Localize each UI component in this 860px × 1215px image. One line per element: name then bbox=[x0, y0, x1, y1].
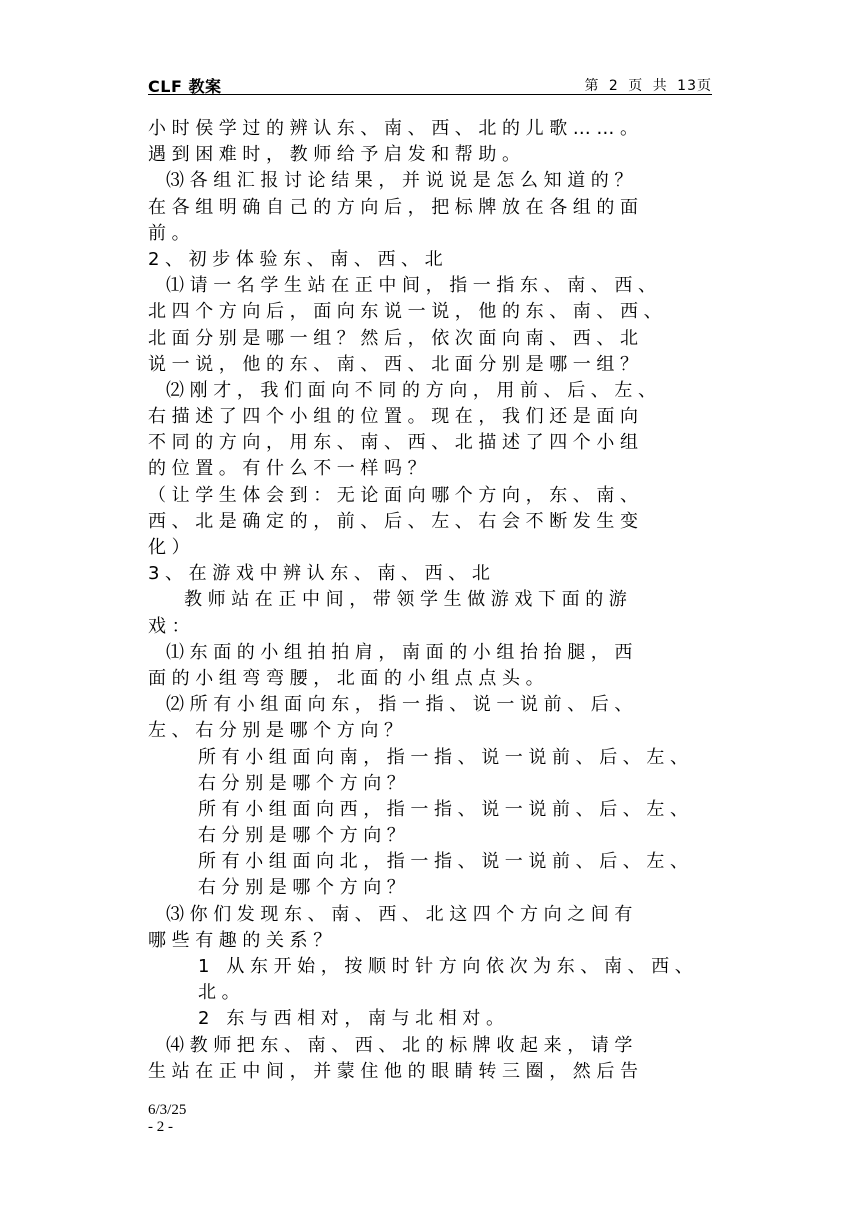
page-header bbox=[148, 72, 712, 95]
text-line: 右分别是哪个方向？ bbox=[198, 825, 411, 847]
doc-title: CLF 教案 bbox=[148, 77, 222, 96]
text-line: 右分别是哪个方向？ bbox=[198, 772, 411, 794]
text-line: 所有小组面向西，指一指、说一说前、后、左、 bbox=[198, 798, 694, 820]
footer-page-number: - 2 - bbox=[148, 1119, 173, 1135]
text-line: 所有小组面向南，指一指、说一说前、后、左、 bbox=[198, 746, 694, 768]
text-line: 1 从东开始，按顺时针方向依次为东、南、西、 bbox=[198, 956, 699, 977]
text-line: 所有小组面向北，指一指、说一说前、后、左、 bbox=[198, 851, 694, 873]
text-line: 北面分别是哪一组？然后，依次面向南、西、北 bbox=[148, 327, 644, 349]
text-line: 面的小组弯弯腰，北面的小组点点头。 bbox=[148, 667, 550, 689]
text-line: ⑵所有小组面向东，指一指、说一说前、后、 bbox=[166, 694, 638, 716]
text-line: ⑶各组汇报讨论结果，并说说是怎么知道的？ bbox=[166, 170, 638, 192]
text-line: ⑴东面的小组拍拍肩，南面的小组抬抬腿，西 bbox=[166, 641, 638, 663]
text-line: 生站在正中间，并蒙住他的眼睛转三圈，然后告 bbox=[148, 1060, 644, 1082]
text-line: ⑵刚才，我们面向不同的方向，用前、后、左、 bbox=[166, 379, 662, 401]
text-line: 小时侯学过的辨认东、南、西、北的儿歌……。 bbox=[148, 118, 644, 139]
text-line: 北。 bbox=[198, 982, 246, 1004]
text-line: 右描述了四个小组的位置。现在，我们还是面向 bbox=[148, 406, 644, 428]
text-line: 前。 bbox=[148, 222, 196, 244]
text-line: 西、北是确定的，前、后、左、右会不断发生变 bbox=[148, 510, 644, 532]
text-line: 化） bbox=[148, 537, 196, 558]
text-line: 北四个方向后，面向东说一说，他的东、南、西、 bbox=[148, 301, 668, 323]
page-indicator: 第 2 页 共 13页 bbox=[584, 78, 712, 94]
text-line: 遇到困难时，教师给予启发和帮助。 bbox=[148, 144, 526, 166]
text-line: 3、在游戏中辨认东、南、西、北 bbox=[148, 563, 496, 585]
text-line: 不同的方向，用东、南、西、北描述了四个小组 bbox=[148, 432, 644, 454]
text-line: ⑶你们发现东、南、西、北这四个方向之间有 bbox=[166, 903, 638, 925]
text-line: 的位置。有什么不一样吗？ bbox=[148, 458, 432, 480]
text-line: ⑴请一名学生站在正中间，指一指东、南、西、 bbox=[166, 275, 662, 297]
document-body bbox=[148, 116, 728, 1085]
text-line: 2 东与西相对，南与北相对。 bbox=[198, 1008, 510, 1030]
text-line: 左、右分别是哪个方向？ bbox=[148, 720, 408, 742]
text-line: 2、初步体验东、南、西、北 bbox=[148, 248, 449, 270]
text-line: 说一说，他的东、南、西、北面分别是哪一组？ bbox=[148, 353, 644, 375]
text-line: 在各组明确自己的方向后，把标牌放在各组的面 bbox=[148, 196, 644, 218]
text-line: （让学生体会到：无论面向哪个方向，东、南、 bbox=[148, 484, 644, 506]
text-line: 哪些有趣的关系？ bbox=[148, 929, 337, 951]
text-line: ⑷教师把东、南、西、北的标牌收起来，请学 bbox=[166, 1034, 638, 1056]
page-footer bbox=[148, 1102, 186, 1136]
text-line: 教师站在正中间，带领学生做游戏下面的游 bbox=[184, 589, 633, 611]
text-line: 右分别是哪个方向？ bbox=[198, 877, 411, 899]
text-line: 戏： bbox=[148, 615, 196, 637]
footer-date: 6/3/25 bbox=[148, 1102, 187, 1118]
